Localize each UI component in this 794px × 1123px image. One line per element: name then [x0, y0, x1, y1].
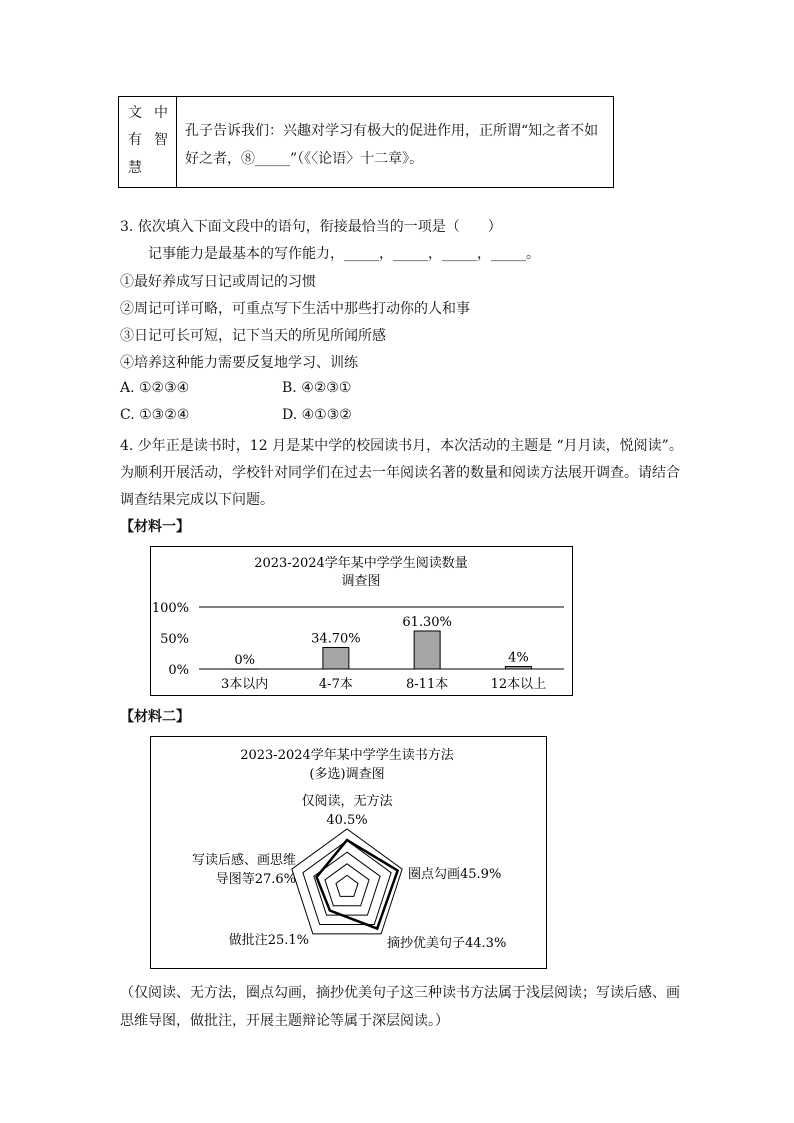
radar-label-top-value: 40.5%: [326, 813, 368, 828]
x-category-label: 12本以上: [490, 677, 547, 692]
q4-text: 调查结果完成以下问题。: [120, 492, 274, 508]
radar-label-top-name: 仅阅读，无方法: [301, 794, 393, 809]
q4-text: 4. 少年正是读书时，12 月是某中学的校园读书月，本次活动的主题是 “月月读，悦阅读”。: [120, 438, 683, 454]
radar-label-bottom-right: 摘抄优美句子44.3%: [387, 936, 507, 951]
q3-item: ①最好养成写日记或周记的习惯: [120, 274, 316, 290]
wisdom-label-char: 中: [154, 105, 168, 121]
radar-grid-ring: [325, 864, 369, 906]
q3-item: ②周记可详可略，可重点写下生活中那些打动你的人和事: [120, 301, 470, 317]
radar-label-left: 写读后感、画思维: [191, 853, 296, 868]
q3-option-b: B. ④②③①: [282, 380, 352, 396]
bar-value-label: 61.30%: [402, 614, 452, 630]
q3-item: ③日记可长可短，记下当天的所见所闻所感: [120, 328, 386, 344]
wisdom-line: 好之者，⑧_____”（《〈论语〉十二章》。: [185, 151, 424, 167]
material1-label: 【材料一】: [120, 519, 190, 535]
chart-title: 2023-2024学年某中学学生阅读数量: [254, 556, 468, 571]
wisdom-text: [185, 117, 605, 173]
q3-stem: 3. 依次填入下面文段中的语句，衔接最恰当的一项是（ ）: [120, 219, 502, 235]
chart-title: 2023-2024学年某中学学生读书方法: [240, 748, 454, 763]
wisdom-line: 孔子告诉我们：兴趣对学习有极大的促进作用，正所谓“知之者不如: [185, 123, 599, 139]
chart-subtitle: 调查图: [341, 574, 381, 589]
radar-label-right: 圈点勾画45.9%: [408, 867, 502, 882]
q3-option-a: A. ①②③④: [120, 380, 190, 396]
radar-label-bottom-left: 做批注25.1%: [228, 933, 309, 948]
q3-passage: 记事能力是最基本的写作能力，_____，_____，_____，_____。: [148, 246, 540, 262]
note-text: 思维导图，做批注，开展主题辩论等属于深层阅读。）: [120, 1013, 449, 1029]
reading-quantity-chart: [150, 546, 573, 696]
q3-option-c: C. ①③②④: [120, 407, 190, 423]
wisdom-label-char: 智: [154, 132, 168, 148]
q3-item: ④培养这种能力需要反复地学习、训练: [120, 355, 358, 371]
bar: [323, 647, 349, 669]
q3-option-d: D. ④①③②: [282, 407, 352, 423]
wisdom-label-char: 文: [128, 105, 142, 121]
x-category-label: 4-7本: [318, 677, 353, 692]
bar: [414, 631, 440, 669]
bar-value-label: 34.70%: [311, 631, 361, 647]
bar: [505, 667, 531, 669]
radar-grid-ring: [336, 875, 358, 896]
bar-chart-svg: [151, 547, 572, 695]
radar-label-left: 导图等27.6%: [215, 872, 296, 887]
x-category-label: 8-11本: [406, 677, 449, 692]
q4-text: 为顺利开展活动，学校针对同学们在过去一年阅读名著的数量和阅读方法展开调查。请结合: [120, 465, 680, 481]
material2-label: 【材料二】: [120, 709, 190, 725]
y-tick-label: 50%: [160, 632, 189, 647]
wisdom-label-char: 有: [128, 132, 142, 148]
bar-value-label: 0%: [234, 653, 255, 668]
y-tick-label: 0%: [168, 663, 189, 678]
reading-method-chart: [150, 736, 547, 969]
wisdom-label-char: 慧: [128, 160, 142, 176]
chart-subtitle: (多选)调查图: [309, 767, 385, 782]
note-text: （仅阅读、无方法，圈点勾画，摘抄优美句子这三种读书方法属于浅层阅读；写读后感、画: [120, 985, 680, 1001]
y-tick-label: 100%: [151, 601, 189, 616]
wisdom-label: [119, 97, 177, 187]
wisdom-table: [118, 96, 614, 188]
radar-chart-svg: [151, 737, 546, 968]
x-category-label: 3本以内: [220, 677, 269, 692]
bar-value-label: 4%: [508, 650, 529, 666]
